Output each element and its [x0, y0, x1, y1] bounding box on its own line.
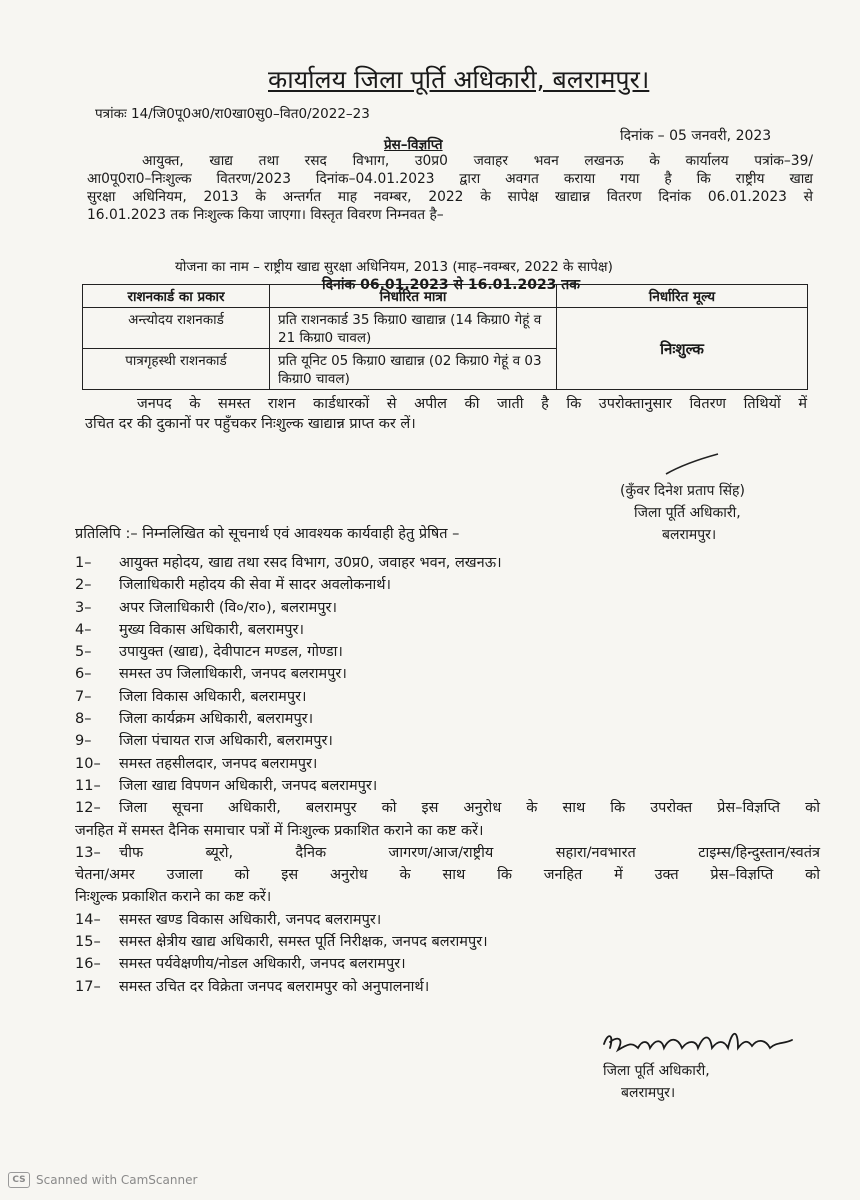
copy-list-item: [75, 663, 820, 685]
copy-item-number: 12–: [75, 800, 101, 817]
intro-line: सुरक्षा अधिनियम, 2013 के अन्तर्गत माह नवम्बर, 2022 के सापेक्ष खाद्यान्न वितरण दिनांक 06.01.2023 से: [87, 189, 813, 205]
copy-item-number: 11–: [75, 777, 101, 794]
copy-item-number: 6–: [75, 666, 92, 683]
card-type-cell: अन्त्योदय राशनकार्ड: [83, 308, 270, 349]
quantity-cell: प्रति यूनिट 05 किग्रा0 खाद्यान्न (02 किग्रा0 गेहूं व 03 किग्रा0 चावल): [270, 349, 557, 390]
copy-item-line: समस्त उचित दर विक्रेता जनपद बलरामपुर को अनुपालनार्थ।: [119, 978, 430, 995]
copy-item-text: [119, 931, 820, 953]
copy-item-line: जिलाधिकारी महोदय की सेवा में सादर अवलोकनार्थ।: [119, 577, 392, 594]
camscanner-logo-icon: CS: [8, 1172, 30, 1188]
copy-item-number: 10–: [75, 755, 101, 772]
officer-place: बलरामपुर।: [621, 1085, 676, 1101]
copy-heading: प्रतिलिपि :– निम्नलिखित को सूचनार्थ एवं आवश्यक कार्यवाही हेतु प्रेषित –: [75, 526, 460, 542]
quantity-cell: प्रति राशनकार्ड 35 किग्रा0 खाद्यान्न (14 किग्रा0 गेहूं व 21 किग्रा0 चावल): [270, 308, 557, 349]
copy-item-line: चेतना/अमर उजाला को इस अनुरोध के साथ कि जनहित में उक्त प्रेस–विज्ञप्ति को: [75, 867, 820, 884]
appeal-line: जनपद के समस्त राशन कार्डधारकों से अपील की जाती है कि उपरोक्तानुसार वितरण तिथियों में: [137, 396, 807, 412]
copy-list-item: [75, 686, 820, 708]
copy-item-number: 3–: [75, 599, 92, 616]
table-header: निर्धारित मूल्य: [557, 285, 808, 308]
copy-list-item: [75, 619, 820, 641]
copy-item-text: [119, 686, 820, 708]
signature-block-bottom: [603, 1060, 710, 1104]
appeal-line: उचित दर की दुकानों पर पहुँचकर निःशुल्क खाद्यान्न प्राप्त कर लें।: [85, 416, 416, 432]
copy-item-line: समस्त उप जिलाधिकारी, जनपद बलरामपुर।: [119, 666, 347, 683]
copy-item-text: [119, 775, 820, 797]
copy-list: [75, 552, 820, 998]
copy-item-number: 15–: [75, 934, 101, 951]
copy-item-number: 9–: [75, 733, 92, 750]
copy-item-line: जिला खाद्य विपणन अधिकारी, जनपद बलरामपुर।: [119, 777, 378, 794]
copy-item-text: [119, 641, 820, 663]
copy-item-number: 14–: [75, 911, 101, 928]
officer-name: (कुँवर दिनेश प्रताप सिंह): [620, 483, 745, 499]
copy-item-number: 16–: [75, 956, 101, 973]
copy-item-number: 4–: [75, 621, 92, 638]
letter-date: दिनांक – 05 जनवरी, 2023: [620, 128, 772, 144]
ration-table: [82, 284, 808, 390]
officer-designation: जिला पूर्ति अधिकारी,: [634, 505, 741, 521]
copy-item-line: जिला विकास अधिकारी, बलरामपुर।: [119, 688, 307, 705]
scheme-name: योजना का नाम – राष्ट्रीय खाद्य सुरक्षा अधिनियम, 2013 (माह–नवम्बर, 2022 के सापेक्ष): [175, 259, 613, 275]
copy-item-text: [119, 730, 820, 752]
copy-item-number: 17–: [75, 978, 101, 995]
copy-list-item: [75, 597, 820, 619]
copy-item-text: [119, 597, 820, 619]
copy-item-text: [119, 976, 820, 998]
copy-item-line: समस्त खण्ड विकास अधिकारी, जनपद बलरामपुर।: [119, 911, 382, 928]
copy-item-text: [119, 753, 820, 775]
copy-list-item: [75, 730, 820, 752]
copy-item-line: मुख्य विकास अधिकारी, बलरामपुर।: [119, 621, 304, 638]
copy-list-item: [75, 708, 820, 730]
copy-item-line: जनहित में समस्त दैनिक समाचार पत्रों में निःशुल्क प्रकाशित कराने का कष्ट करें।: [75, 822, 484, 839]
copy-item-line: आयुक्त महोदय, खाद्य तथा रसद विभाग, उ0प्र0, जवाहर भवन, लखनऊ।: [119, 555, 502, 571]
copy-list-item: [75, 775, 820, 797]
copy-item-number: 7–: [75, 688, 92, 705]
reference-number: पत्रांकः 14/जि0पू0अ0/रा0खा0सु0–वित0/2022–23: [95, 106, 370, 122]
copy-list-item: [75, 574, 820, 596]
copy-list-item: [75, 753, 820, 775]
office-title: कार्यालय जिला पूर्ति अधिकारी, बलरामपुर।: [268, 65, 650, 94]
copy-item-line: चीफ ब्यूरो, दैनिक जागरण/आज/राष्ट्रीय सहारा/नवभारत टाइम्स/हिन्दुस्तान/स्वतंत्र: [119, 844, 820, 861]
table-header: निर्धारित मात्रा: [270, 285, 557, 308]
distribution-period: दिनांक 06.01.2023 से 16.01.2023 तक: [322, 277, 581, 293]
copy-item-line: उपायुक्त (खाद्य), देवीपाटन मण्डल, गोण्डा।: [119, 644, 343, 661]
copy-item-text: [119, 574, 820, 596]
price-cell: निःशुल्क: [557, 308, 808, 390]
table-row: [83, 308, 808, 349]
copy-list-item: [75, 552, 820, 574]
intro-line: 16.01.2023 तक निःशुल्क किया जाएगा। विस्तृत विवरण निम्नवत है–: [87, 207, 444, 223]
scanner-footer: [8, 1172, 197, 1188]
copy-item-text: [119, 663, 820, 685]
copy-item-line: समस्त पर्यवेक्षणीय/नोडल अधिकारी, जनपद बलरामपुर।: [119, 956, 406, 973]
copy-item-number: 5–: [75, 644, 92, 661]
copy-list-item: [75, 953, 820, 975]
copy-item-line: जिला पंचायत राज अधिकारी, बलरामपुर।: [119, 733, 333, 750]
press-release-heading: प्रेस–विज्ञप्ति: [384, 137, 443, 153]
signature-mark: [662, 452, 722, 478]
copy-list-item: [75, 842, 820, 909]
appeal-paragraph: [85, 394, 807, 434]
table-header-row: [83, 285, 808, 308]
copy-item-number: 1–: [75, 555, 92, 571]
copy-item-text: [119, 708, 820, 730]
card-type-cell: पात्रगृहस्थी राशनकार्ड: [83, 349, 270, 390]
copy-item-number: 8–: [75, 711, 92, 728]
copy-list-item: [75, 931, 820, 953]
intro-line: आ0पू0रा0–निःशुल्क वितरण/2023 दिनांक–04.01.2023 द्वारा अवगत कराया गया है कि राष्ट्रीय खाद्य: [87, 171, 813, 187]
copy-list-item: [75, 641, 820, 663]
copy-item-text: [119, 619, 820, 641]
officer-place: बलरामपुर।: [662, 527, 717, 543]
copy-item-line: निःशुल्क प्रकाशित कराने का कष्ट करें।: [75, 889, 272, 906]
officer-designation: जिला पूर्ति अधिकारी,: [603, 1063, 710, 1079]
copy-item-text: [119, 909, 820, 931]
copy-item-line: समस्त तहसीलदार, जनपद बलरामपुर।: [119, 755, 318, 772]
copy-item-line: जिला कार्यक्रम अधिकारी, बलरामपुर।: [119, 711, 314, 728]
table-header: राशनकार्ड का प्रकार: [83, 285, 270, 308]
copy-item-line: समस्त क्षेत्रीय खाद्य अधिकारी, समस्त पूर्ति निरीक्षक, जनपद बलरामपुर।: [119, 934, 488, 951]
copy-list-item: [75, 909, 820, 931]
copy-item-text: [119, 552, 820, 574]
copy-item-number: 2–: [75, 577, 92, 594]
intro-paragraph: [87, 152, 813, 224]
signature-block-top: [620, 480, 745, 546]
copy-list-item: [75, 976, 820, 998]
copy-list-item: [75, 797, 820, 842]
intro-line: आयुक्त, खाद्य तथा रसद विभाग, उ0प्र0 जवाहर भवन लखनऊ के कार्यालय पत्रांक–39/: [142, 153, 813, 169]
scanner-watermark-text: Scanned with CamScanner: [36, 1173, 198, 1187]
copy-item-number: 13–: [75, 844, 101, 861]
copy-item-line: अपर जिलाधिकारी (वि०/रा०), बलरामपुर।: [119, 599, 337, 616]
copy-item-line: जिला सूचना अधिकारी, बलरामपुर को इस अनुरोध के साथ कि उपरोक्त प्रेस–विज्ञप्ति को: [119, 800, 820, 817]
copy-item-text: [119, 953, 820, 975]
